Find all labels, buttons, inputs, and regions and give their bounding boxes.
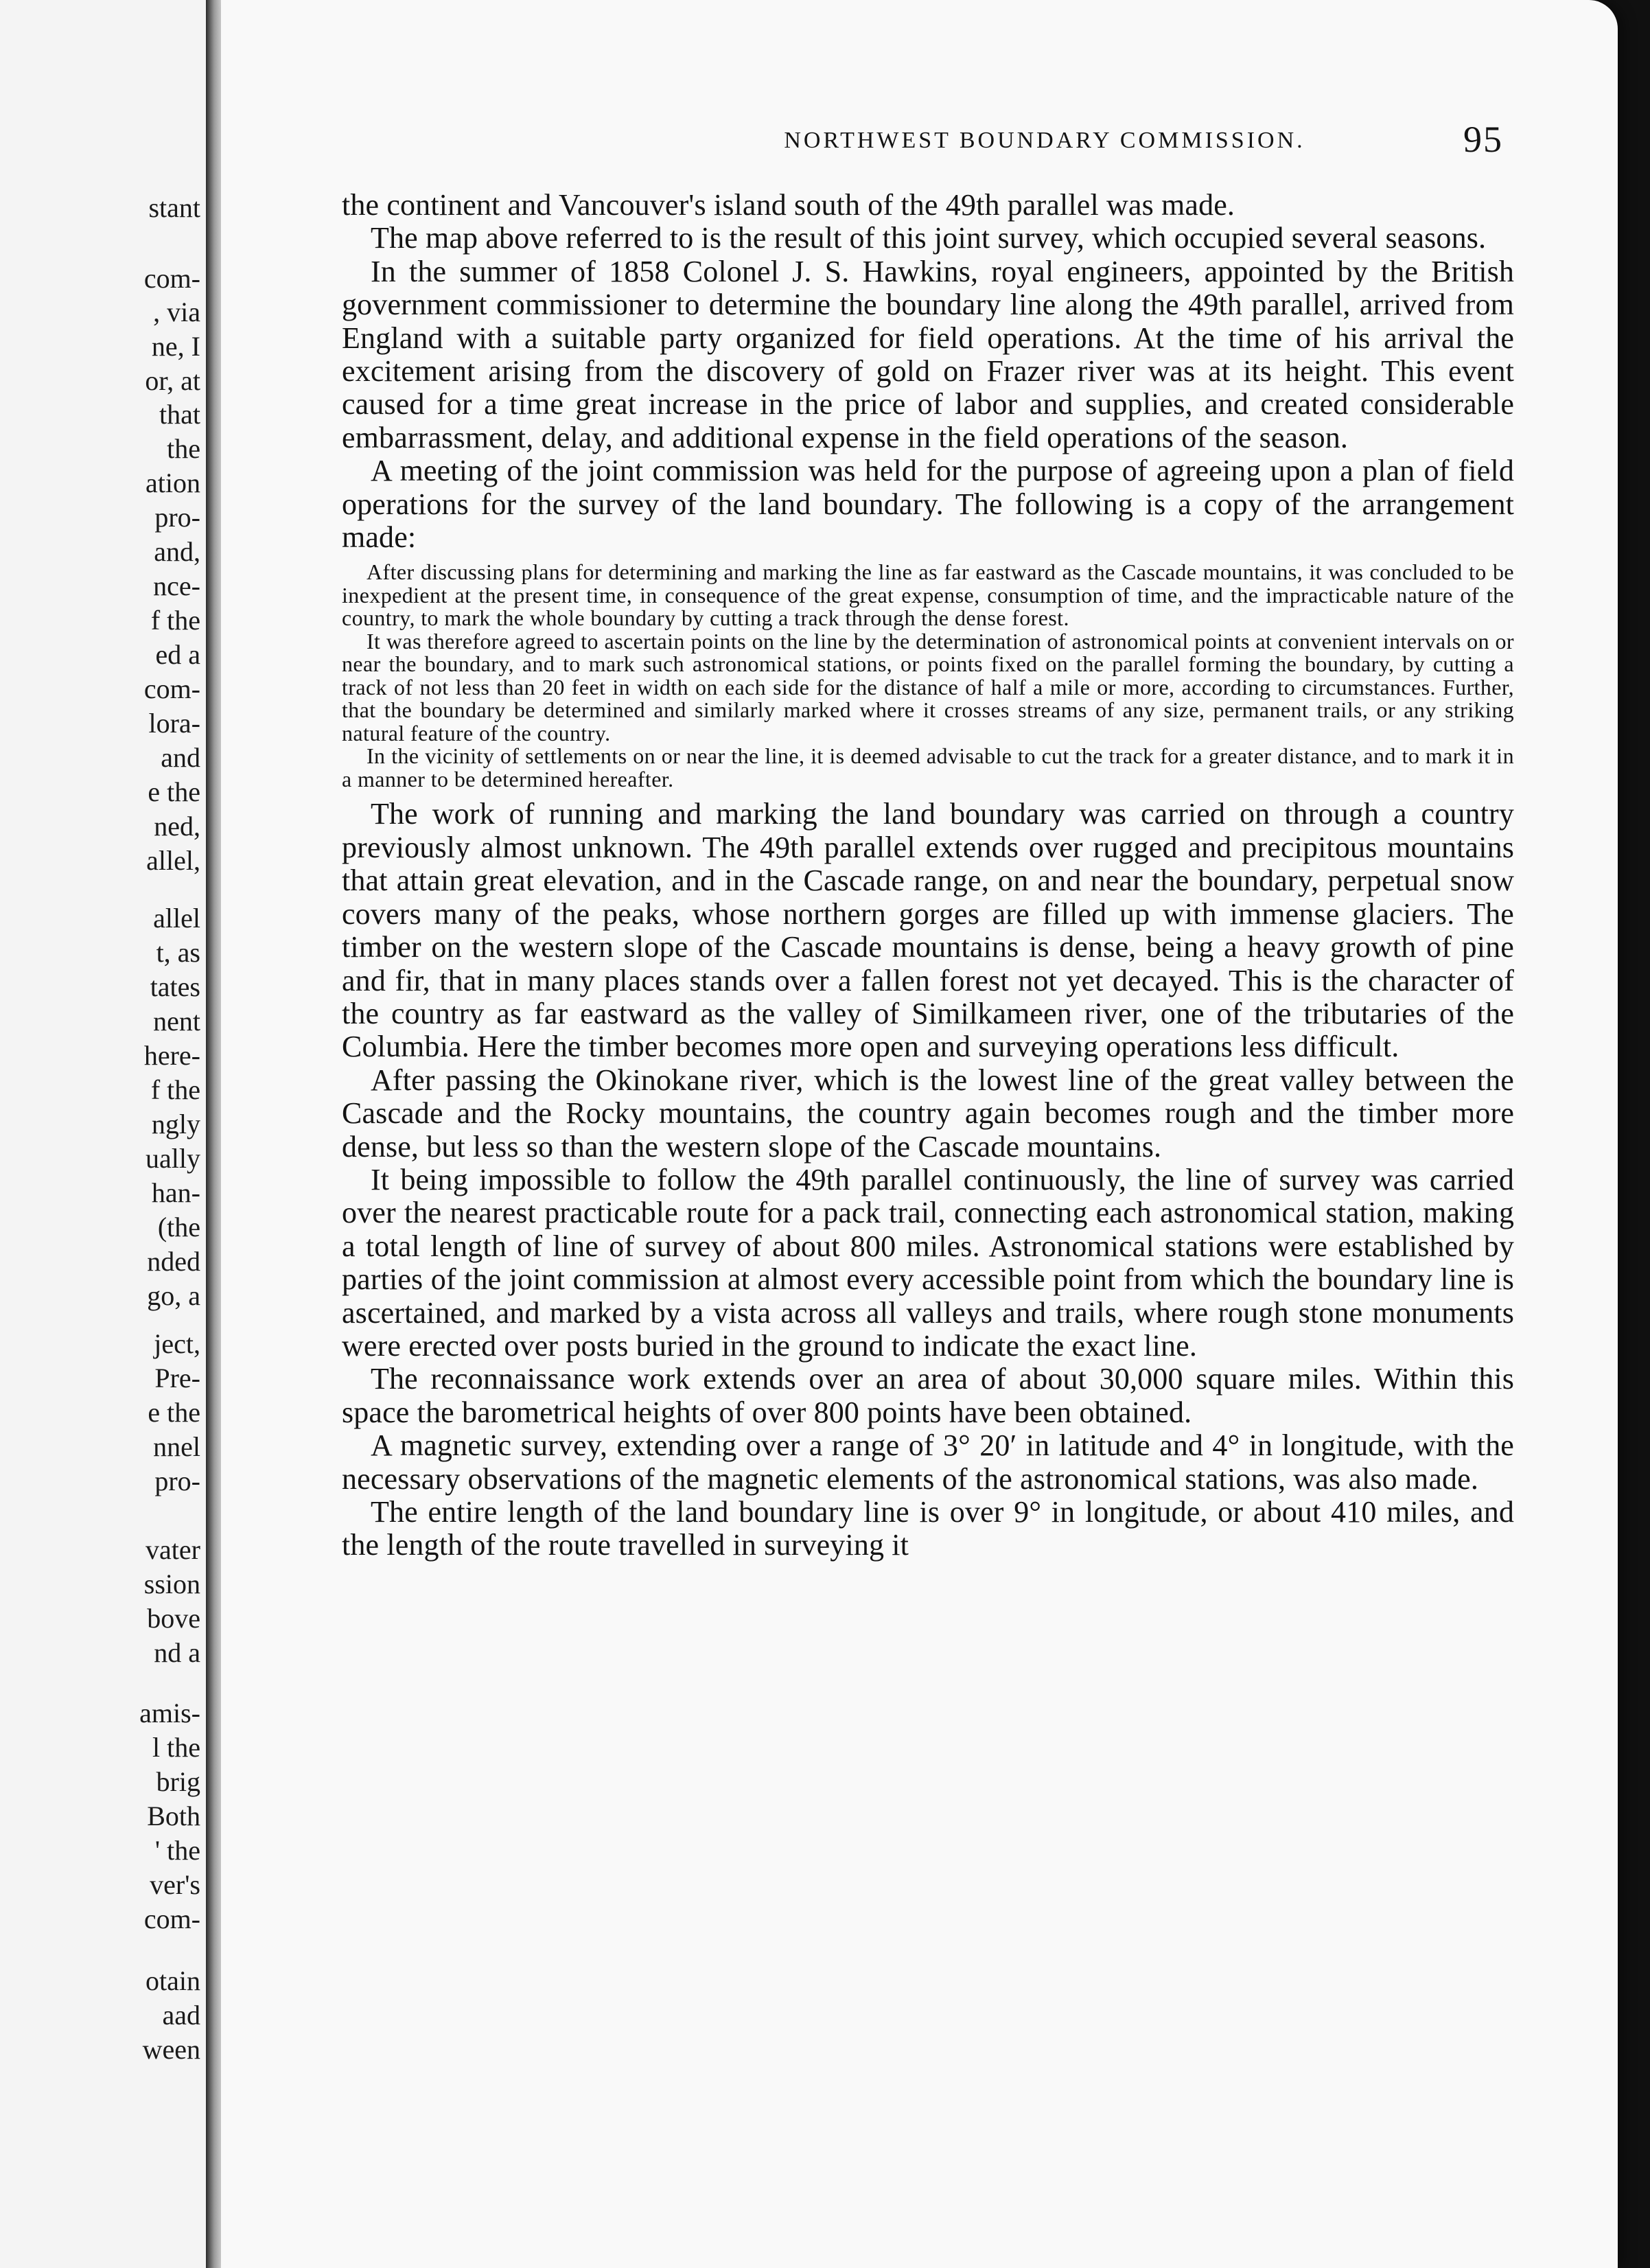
left-page-fragment: brig	[156, 1766, 200, 1797]
left-page-fragment: ver's	[150, 1869, 200, 1900]
left-page-fragment: vater	[146, 1534, 200, 1565]
left-page-fragment: ween	[142, 2034, 200, 2065]
left-page-fragment: ngly	[151, 1109, 200, 1139]
left-page-fragment: the	[167, 433, 200, 464]
left-page-fragment: nded	[147, 1246, 200, 1277]
left-page-fragment: go, a	[147, 1280, 200, 1311]
page-number: 95	[1463, 119, 1503, 160]
left-page-fragment: t, as	[156, 937, 200, 968]
left-page-fragment: ject,	[154, 1328, 200, 1359]
left-page-fragment: Pre-	[154, 1363, 200, 1393]
previous-page-edge	[0, 0, 206, 2268]
paragraph: A meeting of the joint commission was held for the purpose of agreeing upon a plan of field operations for the survey of the land boundary. The following is a copy of the arrangement made:	[342, 454, 1514, 555]
quoted-arrangement	[342, 561, 1514, 791]
paragraph: The map above referred to is the result of this joint survey, which occupied several seasons.	[371, 221, 1487, 255]
book-gutter	[206, 0, 221, 2268]
left-page-fragment: ually	[146, 1143, 200, 1174]
left-page-fragment: (the	[157, 1212, 200, 1242]
paragraph: After passing the Okinokane river, which is the lowest line of the great valley between the Cascade and the Rocky mountains, the country again becomes rough and the timber more dense, but less so than the western slope of the Cascade mountains.	[342, 1063, 1514, 1164]
text-block	[342, 189, 1514, 1562]
left-page-fragment: tates	[150, 971, 200, 1002]
left-page-fragment: han-	[151, 1177, 200, 1208]
running-head: NORTHWEST BOUNDARY COMMISSION.	[784, 128, 1305, 153]
left-page-fragment: com-	[143, 263, 200, 294]
left-page-fragment: bove	[147, 1603, 200, 1634]
left-page-fragment: pro-	[154, 502, 200, 533]
left-page-fragment: or, at	[145, 365, 200, 396]
left-page-fragment: e the	[148, 776, 200, 807]
left-page-fragment: com-	[143, 673, 200, 704]
left-page-fragment: nent	[153, 1006, 200, 1037]
left-page-fragment: and,	[154, 536, 200, 567]
left-page-fragment: ned,	[154, 811, 200, 842]
left-page-fragment: nce-	[153, 570, 200, 601]
left-page-fragment: pro-	[154, 1466, 200, 1496]
left-page-fragment: f the	[150, 605, 200, 636]
left-page-fragment: stant	[148, 192, 200, 223]
left-page-fragment: l the	[152, 1732, 200, 1763]
left-page-fragment: allel,	[146, 845, 200, 876]
left-page-fragment: Both	[147, 1801, 200, 1831]
paragraph: It being impossible to follow the 49th parallel continuously, the line of survey was carried over the nearest practicable route for a pack trail, connecting each astronomical station, making a total length of line of survey of about 800 miles. Astronomical stations were established by parties of the joint commission at almost every accessible point from which the boundary line is ascertained, and marked by a vista across all valleys and trails, where rough stone monuments were erected over posts buried in the ground to indicate the exact line.	[342, 1162, 1514, 1363]
quote-paragraph: After discussing plans for determining and marking the line as far eastward as the Cascade mountains, it was concluded to be inexpedient at the present time, in consequence of the great expense, consumption of time, and the impracticable nature of the country, to mark the whole boundary by cutting a track through the dense forest.	[342, 559, 1514, 631]
left-page-fragment: here-	[143, 1040, 200, 1071]
left-page-fragment: ed a	[155, 639, 200, 670]
quote-paragraph: It was therefore agreed to ascertain points on the line by the determination of astronomical points at convenient intervals on or near the boundary, and to mark such astronomical stations, or points fixed on the parallel forming the boundary, by cutting a track of not less than 20 feet in width on each side for the distance of half a mile or more, according to circumstances. Further, that the boundary be determined and similarly marked where it crosses streams of any size, permanent trails, or any striking natural feature of the country.	[342, 628, 1514, 745]
left-page-fragment: f the	[150, 1074, 200, 1105]
left-page-fragment: ne, I	[151, 331, 200, 362]
left-page-fragment: amis-	[139, 1698, 200, 1728]
paragraph: the continent and Vancouver's island south of the 49th parallel was made.	[342, 188, 1235, 222]
left-page-fragment: ssion	[143, 1569, 200, 1599]
left-page-fragment: that	[159, 399, 200, 430]
paragraph: The entire length of the land boundary line is over 9° in longitude, or about 410 miles, and the length of the route travelled in surveying it	[342, 1495, 1514, 1562]
left-page-fragment: com-	[143, 1903, 200, 1934]
paragraph: A magnetic survey, extending over a range of 3° 20′ in latitude and 4° in longitude, with the necessary observations of the magnetic elements of the astronomical stations, was also made.	[342, 1428, 1514, 1496]
left-page-fragment: ation	[146, 467, 200, 498]
left-page-fragment: , via	[153, 297, 200, 327]
left-page-fragment: nd a	[154, 1637, 200, 1668]
paragraph: In the summer of 1858 Colonel J. S. Hawkins, royal engineers, appointed by the British government commissioner to determine the boundary line along the 49th parallel, arrived from England with a suitable party organized for field operations. At the time of his arrival the excitement arising from the discovery of gold on Frazer river was at its height. This event caused for a time great increase in the price of labor and supplies, and created considerable embarrassment, delay, and additional expense in the field operations of the season.	[342, 254, 1514, 454]
page	[221, 0, 1618, 2268]
left-page-fragment: nnel	[153, 1431, 200, 1462]
left-page-fragment: otain	[146, 1965, 200, 1996]
left-page-fragment: aad	[162, 2000, 200, 2030]
left-page-fragment: ' the	[154, 1835, 200, 1866]
left-page-fragment: and	[161, 742, 200, 773]
paragraph: The reconnaissance work extends over an area of about 30,000 square miles. Within this space the barometrical heights of over 800 points have been obtained.	[342, 1362, 1514, 1429]
quote-paragraph: In the vicinity of settlements on or near the line, it is deemed advisable to cut the track for a greater distance, and to mark it in a manner to be determined hereafter.	[342, 743, 1514, 791]
paragraph: The work of running and marking the land boundary was carried on through a country previously almost unknown. The 49th parallel extends over rugged and precipitous mountains that attain great elevation, and in the Cascade range, on and near the boundary, perpetual snow covers many of the peaks, whose northern gorges are filled up with immense glaciers. The timber on the western slope of the Cascade mountains is dense, being a heavy growth of pine and fir, that in many places stands over a fallen forest not yet decayed. This is the character of the country as far eastward as the valley of Similkameen river, one of the tributaries of the Columbia. Here the timber becomes more open and surveying operations less difficult.	[342, 797, 1514, 1064]
left-page-fragment: lora-	[148, 708, 200, 739]
left-page-fragment: allel	[153, 903, 200, 934]
left-page-fragment: e the	[148, 1397, 200, 1428]
